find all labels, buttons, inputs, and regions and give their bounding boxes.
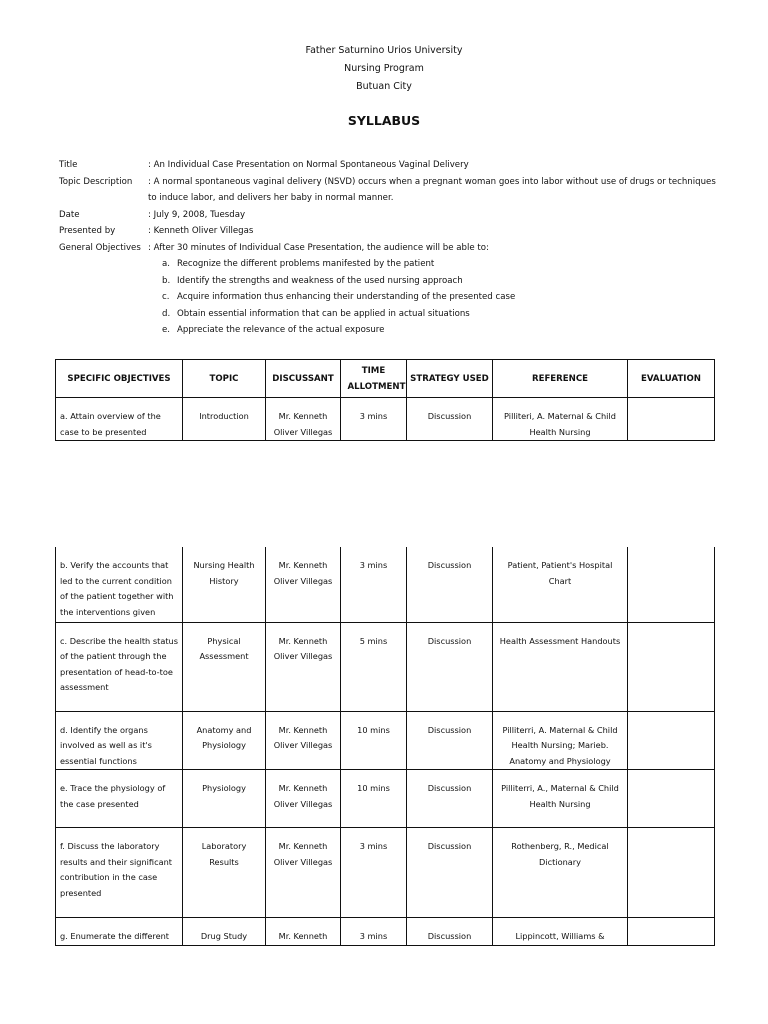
objective-item: c. Acquire information thus enhancing their understanding of the presented case xyxy=(162,292,516,302)
program-name: Nursing Program xyxy=(344,63,424,74)
table-row xyxy=(56,398,715,441)
header-specific-objectives: SPECIFIC OBJECTIVES xyxy=(56,360,183,398)
cell-evaluation xyxy=(628,918,714,929)
cell-discussant: Mr. Kenneth Oliver Villegas xyxy=(273,635,333,661)
table-row xyxy=(56,622,715,711)
cell-reference: Pilliteri, A. Maternal & Child Health Nursing xyxy=(504,411,616,437)
cell-time: 3 mins xyxy=(359,841,388,851)
cell-evaluation xyxy=(628,398,714,409)
cell-topic: Physiology xyxy=(202,783,246,793)
cell-topic: Physical Assessment xyxy=(199,635,249,661)
cell-reference: Patient, Patient's Hospital Chart xyxy=(507,560,613,586)
meta-date-label: Date xyxy=(59,209,80,220)
meta-objectives-row xyxy=(59,240,719,257)
syllabus-table-page-1 xyxy=(55,359,715,441)
cell-objective: g. Enumerate the different xyxy=(60,931,170,941)
cell-evaluation xyxy=(628,770,714,781)
header-evaluation: EVALUATION xyxy=(628,360,715,398)
cell-time: 10 mins xyxy=(357,724,390,735)
cell-strategy: Discussion xyxy=(427,411,472,421)
cell-strategy: Discussion xyxy=(427,783,472,793)
general-objectives-list xyxy=(59,256,719,339)
meta-date-value: : July 9, 2008, Tuesday xyxy=(148,209,246,220)
cell-objective: b. Verify the accounts that led to the current condition of the patient together with the interventions given xyxy=(60,560,174,617)
cell-strategy: Discussion xyxy=(427,560,472,570)
cell-discussant: Mr. Kenneth Oliver Villegas xyxy=(273,724,333,750)
header-reference: REFERENCE xyxy=(493,360,628,398)
cell-strategy: Discussion xyxy=(427,841,472,851)
cell-evaluation xyxy=(628,547,714,558)
cell-objective: c. Describe the health status of the patient through the presentation of head-to-toe assessment xyxy=(60,635,179,692)
meta-presenter-label: Presented by xyxy=(59,226,116,236)
table-header-row xyxy=(56,360,715,398)
meta-presenter-value: : Kenneth Oliver Villegas xyxy=(148,226,254,236)
cell-evaluation xyxy=(628,828,714,839)
cell-reference: Lippincott, Williams & xyxy=(515,931,605,941)
document-title: SYLLABUS xyxy=(347,113,421,128)
meta-title-row xyxy=(59,157,719,174)
objective-item: b. Identify the strengths and weakness of the used nursing approach xyxy=(162,275,463,286)
cell-time: 3 mins xyxy=(359,411,388,421)
objective-item: e. Appreciate the relevance of the actual exposure xyxy=(162,325,385,335)
cell-topic: Drug Study xyxy=(200,931,248,941)
cell-topic: Anatomy and Physiology xyxy=(196,724,252,750)
meta-title-value: : An Individual Case Presentation on Normal Spontaneous Vaginal Delivery xyxy=(148,160,469,170)
meta-presenter-row xyxy=(59,223,719,240)
cell-reference: Health Assessment Handouts xyxy=(499,635,621,646)
cell-objective: a. Attain overview of the case to be presented xyxy=(60,411,161,437)
cell-strategy: Discussion xyxy=(427,635,472,646)
university-name: Father Saturnino Urios University xyxy=(305,45,463,56)
meta-topic-value-2: to induce labor, and delivers her baby in normal manner. xyxy=(148,193,394,203)
meta-topic-label: Topic Description xyxy=(59,176,133,187)
table-row xyxy=(56,770,715,828)
cell-objective: f. Discuss the laboratory results and their significant contribution in the case presented xyxy=(60,841,172,898)
table-row xyxy=(56,547,715,622)
document-header xyxy=(0,42,768,96)
meta-objectives-label: General Objectives xyxy=(59,242,141,253)
cell-evaluation xyxy=(628,623,714,634)
meta-topic-row xyxy=(59,174,719,207)
cell-strategy: Discussion xyxy=(427,931,472,941)
cell-reference: Pilliterri, A. Maternal & Child Health Nursing; Marieb. Anatomy and Physiology xyxy=(502,724,618,766)
cell-objective: e. Trace the physiology of the case presented xyxy=(60,783,166,809)
cell-topic: Laboratory Results xyxy=(201,841,247,867)
cell-discussant: Mr. Kenneth Oliver Villegas xyxy=(273,411,333,437)
cell-topic: Nursing Health History xyxy=(193,560,255,586)
cell-reference: Pilliterri, A., Maternal & Child Health Nursing xyxy=(501,783,619,809)
header-strategy-used: STRATEGY USED xyxy=(407,360,493,398)
cell-discussant: Mr. Kenneth Oliver Villegas xyxy=(273,783,333,809)
meta-title-label: Title xyxy=(59,160,78,170)
header-time-allotment: TIME ALLOTMENT xyxy=(341,360,407,398)
cell-time: 3 mins xyxy=(359,560,388,570)
cell-strategy: Discussion xyxy=(427,724,472,735)
cell-evaluation xyxy=(628,712,714,723)
cell-time: 10 mins xyxy=(357,783,390,793)
objective-item: d. Obtain essential information that can be applied in actual situations xyxy=(162,308,470,319)
city-name: Butuan City xyxy=(356,81,412,92)
header-topic: TOPIC xyxy=(183,360,266,398)
header-discussant: DISCUSSANT xyxy=(266,360,341,398)
cell-discussant: Mr. Kenneth Oliver Villegas xyxy=(273,560,333,586)
cell-objective: d. Identify the organs involved as well as it's essential functions xyxy=(60,724,152,766)
cell-reference: Rothenberg, R., Medical Dictionary xyxy=(511,841,609,867)
syllabus-table-page-2 xyxy=(55,547,715,946)
cell-time: 5 mins xyxy=(359,635,388,646)
cell-discussant: Mr. Kenneth xyxy=(278,931,328,941)
meta-topic-value-1: : A normal spontaneous vaginal delivery (NSVD) occurs when a pregnant woman goes into labor without use of drugs or techniques xyxy=(148,176,716,187)
table-row xyxy=(56,918,715,946)
cell-discussant: Mr. Kenneth Oliver Villegas xyxy=(273,841,333,867)
syllabus-meta xyxy=(59,157,719,339)
cell-topic: Introduction xyxy=(199,411,249,421)
cell-time: 3 mins xyxy=(359,931,388,941)
objective-item: a. Recognize the different problems manifested by the patient xyxy=(162,259,435,269)
table-row xyxy=(56,828,715,918)
meta-date-row xyxy=(59,207,719,224)
table-row xyxy=(56,711,715,770)
meta-objectives-value: : After 30 minutes of Individual Case Presentation, the audience will be able to: xyxy=(148,242,489,253)
